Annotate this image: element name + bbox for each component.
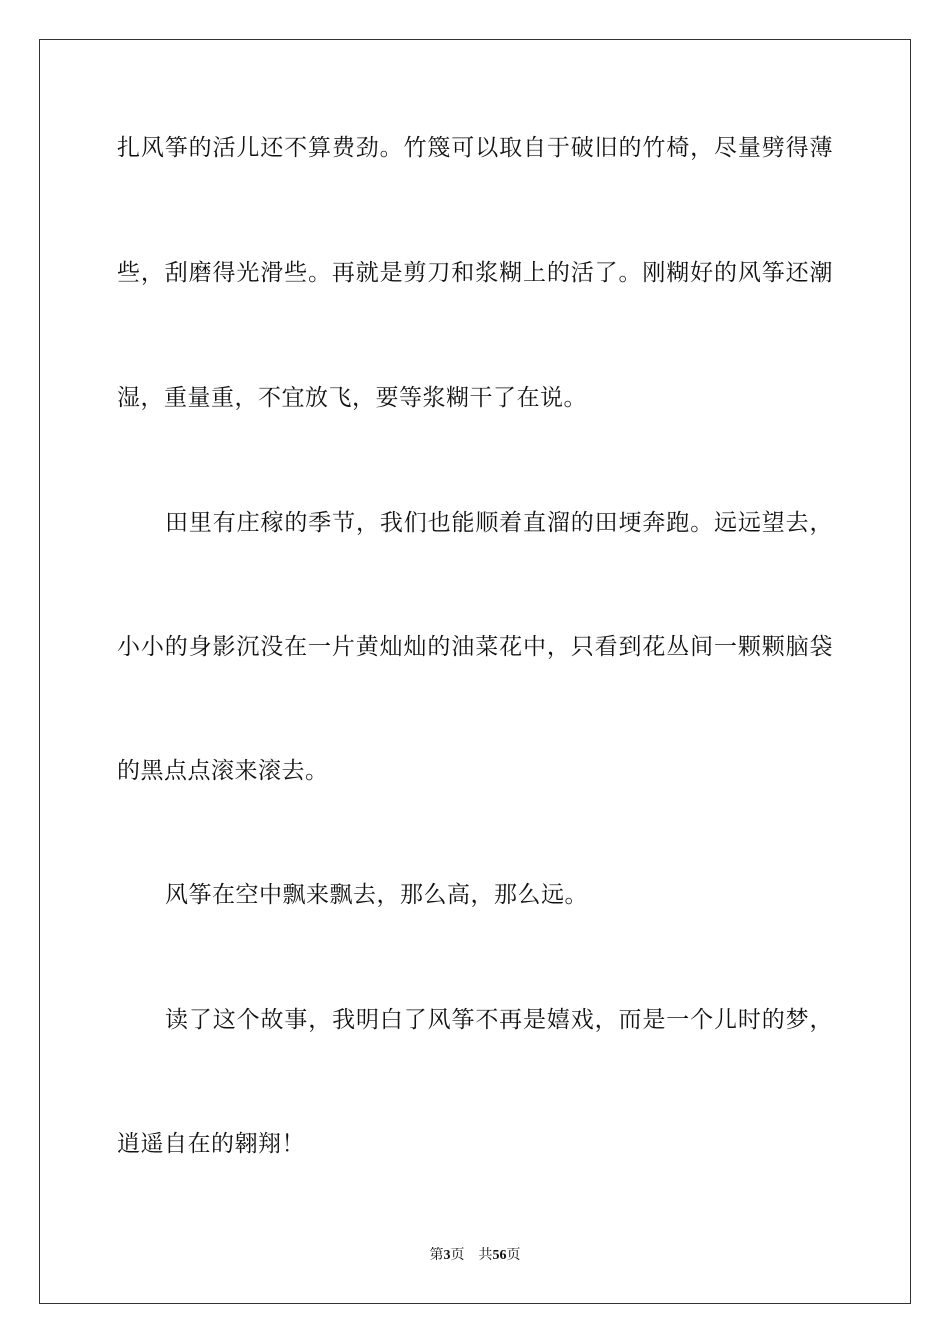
text-line-2: 些，刮磨得光滑些。再就是剪刀和浆糊上的活了。刚糊好的风筝还潮 — [117, 260, 833, 286]
text-line-8: 读了这个故事，我明白了风筝不再是嬉戏，而是一个儿时的梦， — [165, 1007, 833, 1033]
text-line-4: 田里有庄稼的季节，我们也能顺着直溜的田埂奔跑。远远望去， — [165, 510, 833, 536]
page-footer — [0, 1246, 950, 1266]
page-number: 3 — [443, 1248, 451, 1263]
page-border — [39, 39, 911, 1304]
text-line-9: 逍遥自在的翱翔！ — [117, 1131, 305, 1157]
text-line-1: 扎风筝的活儿还不算费劲。竹篾可以取自于破旧的竹椅，尽量劈得薄 — [117, 135, 833, 161]
total-prefix: 共 — [478, 1248, 493, 1263]
text-line-6: 的黑点点滚来滚去。 — [117, 758, 329, 784]
page-suffix: 页 — [450, 1248, 465, 1263]
total-pages: 56 — [492, 1248, 507, 1263]
page-prefix: 第 — [429, 1248, 444, 1263]
text-line-7: 风筝在空中飘来飘去，那么高，那么远。 — [165, 882, 588, 908]
text-line-5: 小小的身影沉没在一片黄灿灿的油菜花中，只看到花丛间一颗颗脑袋 — [117, 634, 833, 660]
text-line-3: 湿，重量重，不宜放飞，要等浆糊干了在说。 — [117, 385, 587, 411]
total-suffix: 页 — [506, 1248, 521, 1263]
